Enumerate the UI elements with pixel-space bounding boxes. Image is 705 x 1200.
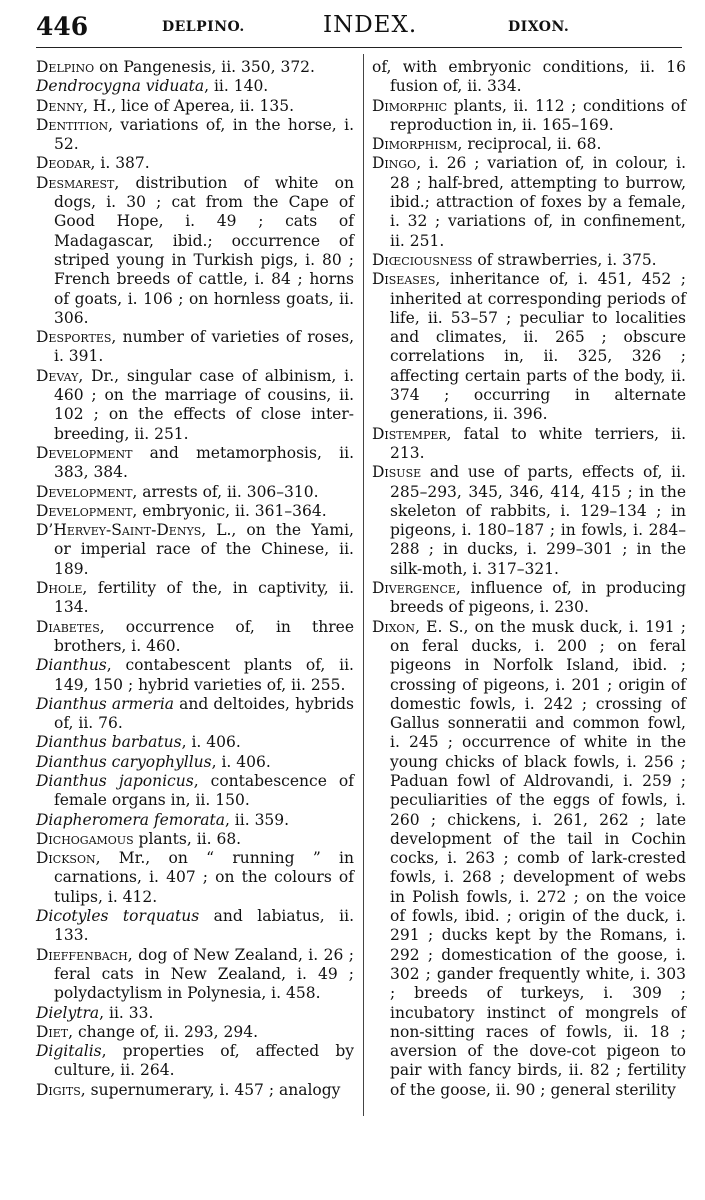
index-entry bbox=[36, 1042, 354, 1081]
index-entry bbox=[36, 772, 354, 811]
entry-text: and metamorphosis, ii. 383, 384. bbox=[54, 443, 354, 482]
entry-heading: D’Hervey-Saint-Denys bbox=[36, 521, 202, 540]
index-entry bbox=[36, 328, 354, 367]
entry-heading: Desmarest bbox=[36, 173, 115, 192]
entry-heading: Dianthus armeria bbox=[36, 694, 175, 713]
entry-text: , L., on the Yami, or imperial race of the Chinese, ii. 189. bbox=[54, 521, 354, 578]
entry-heading: Development bbox=[36, 501, 133, 520]
column-divider bbox=[363, 54, 364, 1116]
entry-text: , properties of, affected by culture, ii. 264. bbox=[54, 1042, 354, 1080]
right-running-head: DIXON. bbox=[508, 19, 570, 35]
index-entry bbox=[36, 907, 354, 946]
index-entry bbox=[372, 425, 686, 464]
entry-heading: Dingo bbox=[372, 154, 417, 173]
entry-heading: Desportes bbox=[36, 328, 112, 347]
entry-heading: Dicotyles torquatus bbox=[36, 907, 200, 926]
index-entry bbox=[36, 58, 354, 77]
page-header bbox=[36, 12, 685, 44]
index-entry bbox=[36, 733, 354, 752]
entry-heading: Dhole bbox=[36, 579, 83, 598]
index-entry bbox=[36, 483, 354, 502]
entry-heading: Diapheromera femorata bbox=[36, 810, 225, 829]
entry-text: , i. 387. bbox=[90, 154, 150, 173]
index-entry bbox=[36, 695, 354, 734]
entry-text: , H., lice of Aperea, ii. 135. bbox=[82, 96, 295, 115]
entry-heading: Dixon bbox=[372, 617, 416, 636]
entry-heading: Devay bbox=[36, 366, 79, 385]
index-entry bbox=[36, 618, 354, 657]
entry-heading: Delpino bbox=[36, 58, 95, 76]
index-entry bbox=[36, 946, 354, 1004]
entry-text: , variations of, in the horse, i. 52. bbox=[54, 115, 354, 154]
entry-heading: Diet bbox=[36, 1022, 69, 1041]
entry-heading: Dichogamous bbox=[36, 829, 134, 848]
index-entry bbox=[36, 1081, 354, 1100]
entry-heading: Dimorphism bbox=[372, 135, 458, 154]
header-rule bbox=[36, 47, 682, 48]
index-entry bbox=[36, 174, 354, 328]
index-entry bbox=[372, 58, 686, 97]
entry-text: , i. 26 ; variation of, in colour, i. 28 ; half-bred, attempting to burrow, ibid.; attraction of foxes by a female, i. 32 ; variations of, in confinement, ii. 251. bbox=[390, 154, 686, 250]
index-entry bbox=[36, 116, 354, 155]
entry-heading: Dieffenbach bbox=[36, 945, 128, 964]
entry-heading: Digitalis bbox=[36, 1042, 102, 1061]
entry-text: , E. S., on the musk duck, i. 191 ; on feral ducks, i. 200 ; on feral pigeons in Norfolk Island, ibid. ; crossing of pigeons, i. 201 ; origin of domestic fowls, i. 242 ; crossing of Gallus sonneratii and common fowl, i. 245 ; occurrence of white in the young chicks of black fowls, i. 256 ; Paduan fowl of Aldrovandi, i. 259 ; peculiarities of the eggs of fowls, i. 260 ; chickens, i. 261, 262 ; late development of the tail in Cochin cocks, i. 263 ; comb of lark-crested fowls, i. 268 ; development of webs in Polish fowls, i. 272 ; on the voice of fowls, ibid. ; origin of the duck, i. 291 ; ducks kept by the Romans, i. 292 ; domestication of the goose, i. 302 ; gander frequently white, i. 303 ; breeds of turkeys, i. 309 ; incubatory instinct of mongrels of non-sitting races of fowls, ii. 18 ; aversion of the dove-cot pigeon to pair with fancy birds, ii. 82 ; fertility of the goose, ii. 90 ; general sterility bbox=[390, 617, 686, 1099]
left-running-head: DELPINO. bbox=[162, 19, 245, 35]
index-entry bbox=[372, 97, 686, 136]
entry-heading: Deodar bbox=[36, 154, 91, 173]
entry-text: plants, ii. 112 ; conditions of reproduction in, ii. 165–169. bbox=[390, 96, 686, 134]
index-entry bbox=[36, 77, 354, 96]
entry-text: , change of, ii. 293, 294. bbox=[68, 1022, 258, 1041]
entry-heading: Dielytra bbox=[36, 1003, 100, 1022]
entry-heading: Dianthus barbatus bbox=[36, 733, 182, 752]
page-number: 446 bbox=[36, 12, 89, 41]
entry-heading: Dendrocygna viduata bbox=[36, 77, 205, 96]
index-entry bbox=[36, 1004, 354, 1023]
entry-text: on Pangenesis, ii. 350, 372. bbox=[94, 58, 315, 76]
entry-text: , contabescent plants of, ii. 149, 150 ; hybrid varieties of, ii. 255. bbox=[54, 656, 354, 694]
entry-text: , Mr., on “ running ” in carnations, i. 407 ; on the colours of tulips, i. 412. bbox=[54, 849, 354, 906]
index-entry bbox=[36, 849, 354, 907]
entry-heading: Denny bbox=[36, 96, 83, 115]
entry-text: , inheritance of, i. 451, 452 ; inherited at corresponding periods of life, ii. 53–57 ; peculiar to localities and climates, ii. 265 ; obscure correlations in, ii. 325, 326 ; affecting certain parts of the body, ii. 374 ; occurring in alternate generations, ii. 396. bbox=[390, 270, 686, 424]
index-entry bbox=[36, 579, 354, 618]
index-entry bbox=[372, 154, 686, 250]
entry-heading: Diabetes bbox=[36, 617, 100, 636]
entry-heading: Distemper bbox=[372, 424, 447, 443]
entry-text: , occurrence of, in three brothers, i. 460. bbox=[54, 617, 354, 655]
entry-text: , fatal to white terriers, ii. 213. bbox=[390, 424, 686, 462]
index-entry bbox=[372, 618, 686, 1100]
index-entry bbox=[36, 521, 354, 579]
entry-text: and labiatus, ii. 133. bbox=[54, 907, 354, 945]
index-entry bbox=[372, 579, 686, 618]
entry-text: , ii. 140. bbox=[204, 77, 269, 96]
entry-text: and deltoides, hybrids of, ii. 76. bbox=[54, 694, 354, 733]
index-entry bbox=[36, 444, 354, 483]
entry-heading: Dianthus japonicus bbox=[36, 771, 194, 790]
entry-text: , i. 406. bbox=[211, 752, 271, 771]
entry-heading: Dickson bbox=[36, 849, 96, 868]
entry-text: , distribution of white on dogs, i. 30 ; cat from the Cape of Good Hope, i. 49 ; cats of Madagascar, ibid.; occurrence of striped young in Turkish pigs, i. 80 ; French breeds of cattle, i. 84 ; horns of goats, i. 106 ; on hornless goats, ii. 306. bbox=[54, 173, 354, 327]
entry-text: , influence of, in producing breeds of pigeons, i. 230. bbox=[390, 579, 686, 617]
index-entry bbox=[36, 656, 354, 695]
entry-text: and use of parts, effects of, ii. 285–293, 345, 346, 414, 415 ; in the skeleton of rabbits, i. 129–134 ; in pigeons, i. 180–187 ; in fowls, i. 284–288 ; in ducks, i. 299–301 ; in the silk-moth, i. 317–321. bbox=[390, 463, 686, 578]
entry-heading: Dimorphic bbox=[372, 96, 448, 115]
entry-heading: Dianthus bbox=[36, 656, 107, 675]
entry-text: , ii. 359. bbox=[224, 810, 290, 829]
index-entry bbox=[36, 154, 354, 173]
entry-text: , contabescence of female organs in, ii. 150. bbox=[54, 771, 355, 810]
entry-text: , supernumerary, i. 457 ; analogy bbox=[80, 1080, 341, 1099]
index-entry bbox=[36, 367, 354, 444]
entry-text: , arrests of, ii. 306–310. bbox=[132, 482, 319, 501]
entry-heading: Diseases bbox=[372, 270, 436, 289]
entry-heading: Digits bbox=[36, 1080, 81, 1099]
entry-heading: Disuse bbox=[372, 463, 422, 482]
entry-heading: Development bbox=[36, 443, 133, 462]
entry-heading: Dianthus caryophyllus bbox=[36, 752, 212, 771]
index-entry bbox=[36, 830, 354, 849]
index-entry bbox=[372, 463, 686, 579]
index-entry bbox=[36, 811, 354, 830]
right-column bbox=[372, 58, 686, 1100]
entry-text: , Dr., singular case of albinism, i. 460 ; on the marriage of cousins, ii. 102 ; on the effects of close inter-breeding, ii. 251. bbox=[54, 366, 354, 443]
index-entry bbox=[36, 753, 354, 772]
index-entry bbox=[36, 97, 354, 116]
entry-text: , fertility of the, in captivity, ii. 134. bbox=[54, 579, 354, 617]
entry-text: , i. 406. bbox=[181, 733, 241, 752]
entry-text: , ii. 33. bbox=[99, 1003, 154, 1022]
left-column bbox=[36, 58, 354, 1100]
index-entry bbox=[36, 502, 354, 521]
entry-text: of strawberries, i. 375. bbox=[472, 250, 657, 269]
entry-heading: Dentition bbox=[36, 115, 109, 134]
entry-heading: Divergence bbox=[372, 579, 456, 598]
entry-text: , number of varieties of roses, i. 391. bbox=[54, 328, 354, 366]
index-entry bbox=[36, 1023, 354, 1042]
index-entry bbox=[372, 270, 686, 424]
entry-heading: Development bbox=[36, 482, 133, 501]
entry-text: , dog of New Zealand, i. 26 ; feral cats in New Zealand, i. 49 ; polydactylism in Polynesia, i. 458. bbox=[54, 945, 354, 1003]
index-entry bbox=[372, 135, 686, 154]
entry-text: plants, ii. 68. bbox=[133, 829, 242, 848]
index-entry bbox=[372, 251, 686, 270]
entry-text: , reciprocal, ii. 68. bbox=[457, 135, 602, 154]
entry-text: of, with embryonic conditions, ii. 16 fusion of, ii. 334. bbox=[372, 58, 686, 96]
entry-text: , embryonic, ii. 361–364. bbox=[132, 501, 327, 520]
entry-heading: Diœciousness bbox=[372, 250, 473, 269]
page-title: INDEX. bbox=[323, 12, 418, 38]
